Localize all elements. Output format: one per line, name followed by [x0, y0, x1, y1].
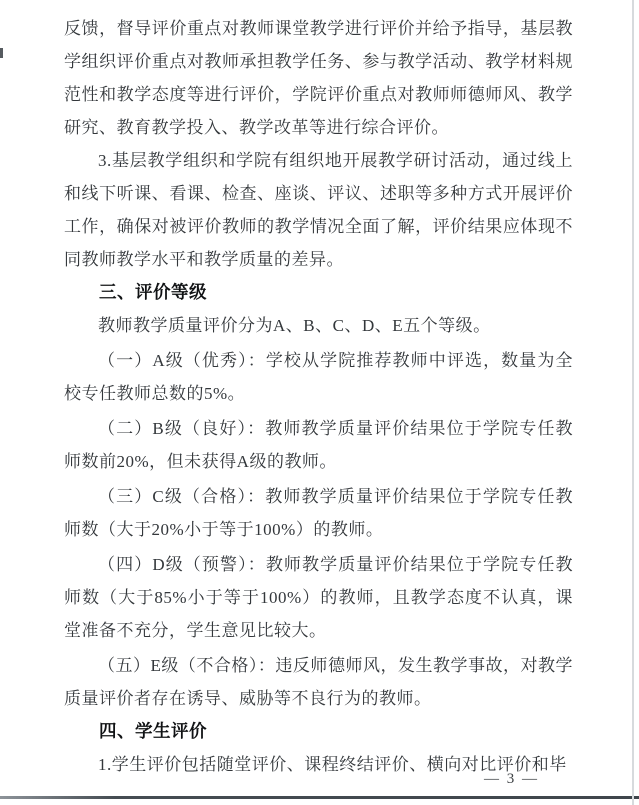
paragraph: （四）D级（预警）：教师教学质量评价结果位于学院专任教师数（大于85%小于等于100%）的教师，且教学态度不认真，课堂准备不充分，学生意见比较大。 [64, 555, 573, 640]
paragraph: （二）B级（良好）：教师教学质量评价结果位于学院专任教师数前20%，但未获得A级的教师。 [64, 419, 573, 471]
paragraph: 反馈，督导评价重点对教师课堂教学进行评价并给予指导，基层教学组织评价重点对教师承担教学任务、参与教学活动、教学材料规范性和教学态度等进行评价，学院评价重点对教师师德师风、教学研究、教育教学投入、教学改革等进行综合评价。 [64, 19, 573, 137]
paragraph: 教师教学质量评价分为A、B、C、D、E五个等级。 [98, 316, 491, 335]
page-number: — 3 — [484, 771, 539, 787]
paragraph: （一）A级（优秀）：学校从学院推荐教师中评选，数量为全校专任教师总数的5%。 [64, 351, 573, 403]
paragraph: 3.基层教学组织和学院有组织地开展教学研讨活动，通过线上和线下听课、看课、检查、座谈、评议、述职等多种方式开展评价工作，确保对被评价教师的教学情况全面了解，评价结果应体现不同教师教学水平和教学质量的差异。 [64, 151, 573, 269]
scan-right-edge-line [632, 0, 634, 805]
scan-artifact-speck [0, 48, 3, 58]
paragraph: （五）E级（不合格）：违反师德师风，发生教学事故，对教学质量评价者存在诱导、威胁等不良行为的教师。 [64, 656, 573, 708]
page-content [64, 12, 573, 781]
paragraph: 1.学生评价包括随堂评价、课程终结评价、横向对比评价和毕 [98, 755, 567, 774]
section-heading: 四、学生评价 [99, 721, 207, 741]
section-heading: 三、评价等级 [99, 282, 207, 302]
paragraph: （三）C级（合格）：教师教学质量评价结果位于学院专任教师数（大于20%小于等于100%）的教师。 [64, 487, 573, 539]
scan-bottom-edge-line [0, 796, 639, 799]
